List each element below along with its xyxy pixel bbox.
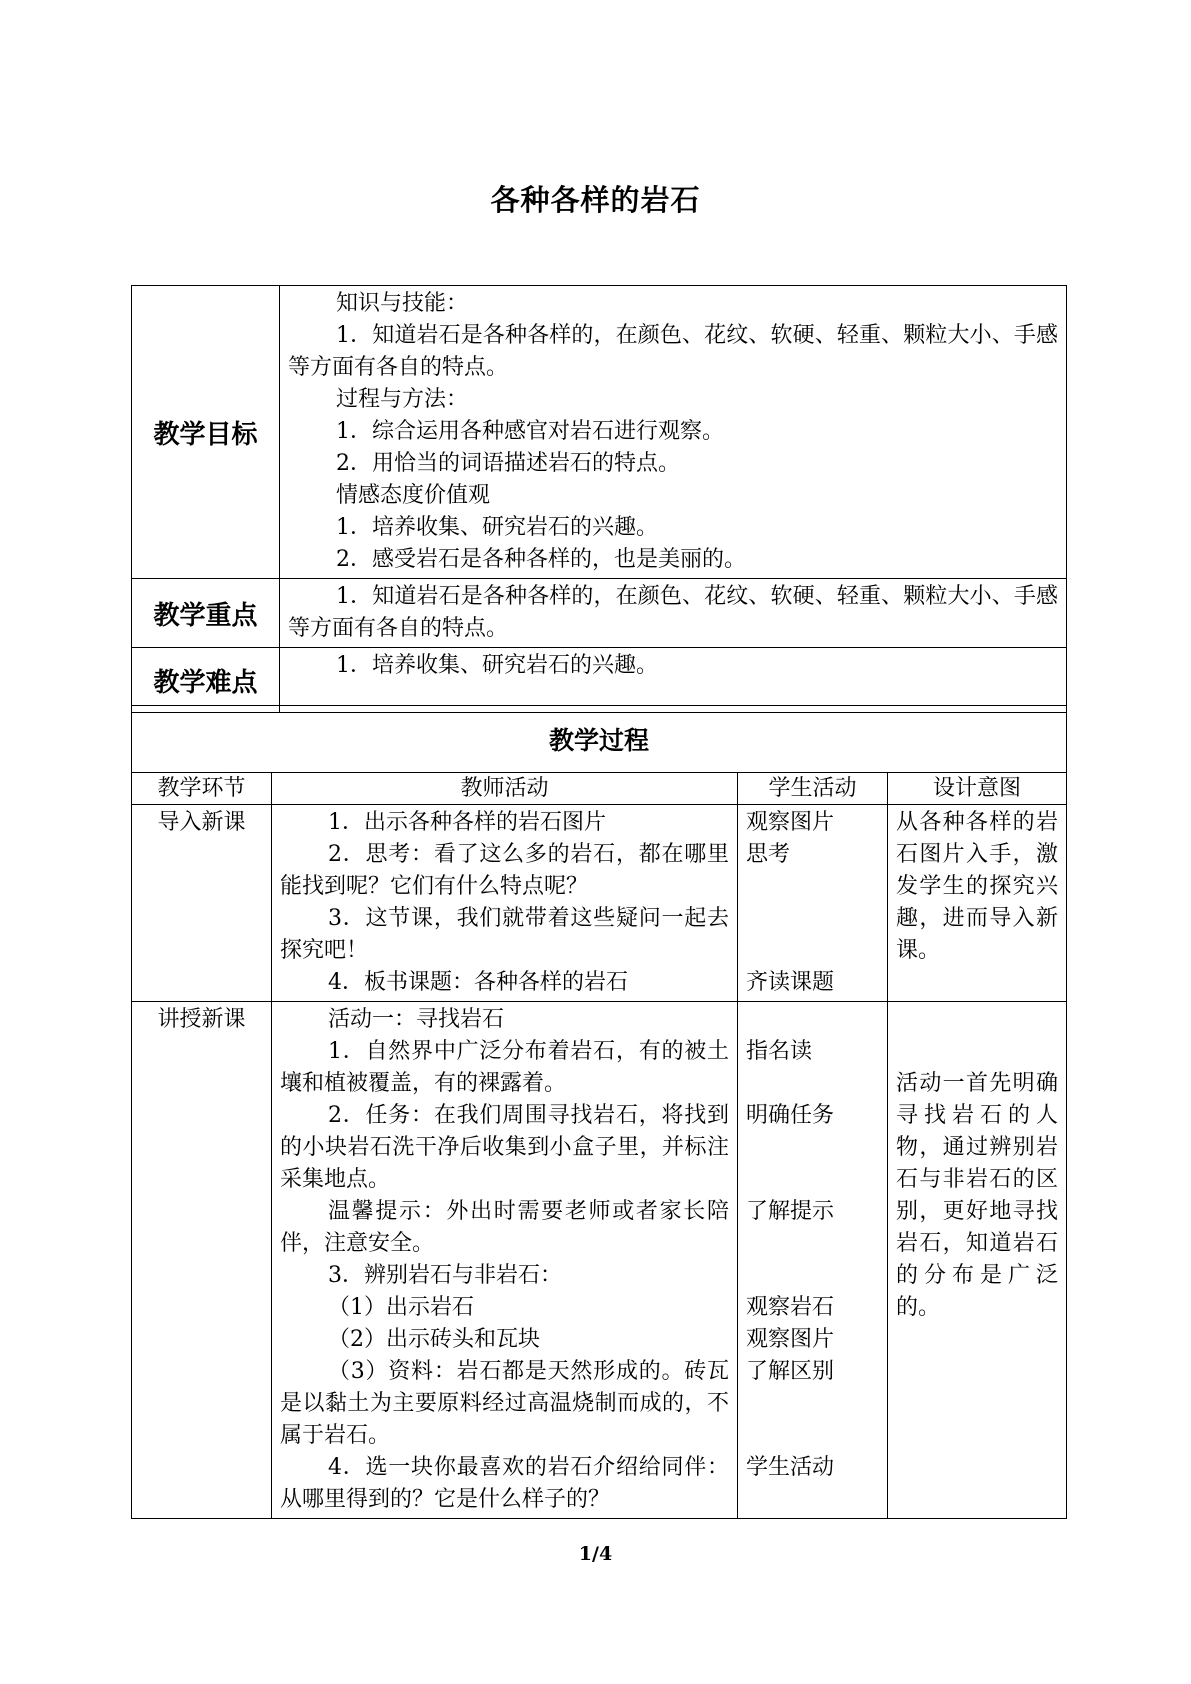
student-activity	[746, 1068, 879, 1100]
paragraph-line: 1．出示各种各样的岩石图片	[328, 810, 606, 835]
student-activity: 了解区别	[746, 1359, 835, 1384]
student-activities-intro	[738, 805, 888, 1002]
stage-new-lesson: 讲授新课	[132, 1002, 272, 1519]
header-stage: 教学环节	[132, 773, 272, 805]
student-activity	[746, 1388, 879, 1420]
student-activity: 观察岩石	[746, 1295, 835, 1320]
teacher-activities-intro	[272, 805, 738, 1002]
paragraph-line: 过程与方法：	[336, 387, 469, 412]
process-row-intro	[132, 805, 1067, 1002]
paragraph-line: 2．任务：在我们周围寻找岩石，将找到的小块岩石洗干净后收集到小盒子里，并标注采集地点。	[280, 1103, 729, 1192]
paragraph-line: 3．这节课，我们就带着这些疑问一起去探究吧！	[280, 906, 729, 963]
paragraph-line: 4．选一块你最喜欢的岩石介绍给同伴：从哪里得到的？它是什么样子的？	[280, 1455, 729, 1512]
spacer	[896, 1004, 1058, 1036]
objectives-label: 教学目标	[132, 286, 280, 579]
paragraph-line: 3．辨别岩石与非岩石：	[328, 1263, 562, 1288]
paragraph-line: （3）资料：岩石都是天然形成的。砖瓦是以黏土为主要原料经过高温烧制而成的，不属于岩石。	[280, 1359, 729, 1448]
student-activity	[746, 871, 879, 903]
student-activities-new	[738, 1002, 888, 1519]
paragraph-line: 1．综合运用各种感官对岩石进行观察。	[336, 419, 724, 444]
paragraph-line: 活动一：寻找岩石	[328, 1007, 505, 1032]
design-intent-new	[888, 1002, 1067, 1519]
paragraph-line: 1．培养收集、研究岩石的兴趣。	[336, 653, 658, 678]
paragraph-line: （2）出示砖头和瓦块	[328, 1327, 540, 1352]
process-title: 教学过程	[132, 706, 1067, 773]
header-student: 学生活动	[738, 773, 888, 805]
key-points-label: 教学重点	[132, 579, 280, 648]
student-activity	[746, 1132, 879, 1164]
header-teacher: 教师活动	[272, 773, 738, 805]
student-activity: 了解提示	[746, 1199, 835, 1224]
student-activity	[746, 1228, 879, 1260]
student-activity	[746, 935, 879, 967]
difficulties-row	[132, 648, 1067, 713]
paragraph-line: 2．用恰当的词语描述岩石的特点。	[336, 451, 680, 476]
key-points-content	[280, 579, 1067, 648]
student-activity: 明确任务	[746, 1103, 835, 1128]
summary-table	[131, 285, 1067, 713]
paragraph-line: 温馨提示：外出时需要老师或者家长陪伴，注意安全。	[280, 1199, 729, 1256]
process-table	[131, 705, 1067, 1519]
student-activity	[746, 1004, 879, 1036]
objectives-row	[132, 286, 1067, 579]
difficulties-content	[280, 648, 1067, 713]
student-activity	[746, 1420, 879, 1452]
student-activity	[746, 1260, 879, 1292]
paragraph-line: 知识与技能：	[336, 291, 469, 316]
paragraph-line: 2．感受岩石是各种各样的，也是美丽的。	[336, 547, 746, 572]
paragraph-line: 1．知道岩石是各种各样的，在颜色、花纹、软硬、轻重、颗粒大小、手感等方面有各自的特点。	[288, 323, 1058, 380]
paragraph-line: 2．思考：看了这么多的岩石，都在哪里能找到呢？它们有什么特点呢？	[280, 842, 729, 899]
process-title-row	[132, 706, 1067, 773]
student-activity	[746, 1164, 879, 1196]
key-points-row	[132, 579, 1067, 648]
student-activity: 齐读课题	[746, 970, 835, 995]
student-activity: 学生活动	[746, 1455, 835, 1480]
difficulties-label: 教学难点	[132, 648, 280, 713]
paragraph-line: 1．培养收集、研究岩石的兴趣。	[336, 515, 658, 540]
header-intent: 设计意图	[888, 773, 1067, 805]
paragraph-line: （1）出示岩石	[328, 1295, 474, 1320]
objectives-content	[280, 286, 1067, 579]
student-activity: 思考	[746, 842, 791, 867]
student-activity: 观察图片	[746, 810, 835, 835]
student-activity	[746, 903, 879, 935]
process-row-new	[132, 1002, 1067, 1519]
design-intent-intro	[888, 805, 1067, 1002]
spacer	[896, 1036, 1058, 1068]
paragraph-line: 1．知道岩石是各种各样的，在颜色、花纹、软硬、轻重、颗粒大小、手感等方面有各自的特点。	[288, 584, 1058, 641]
paragraph-line: 1．自然界中广泛分布着岩石，有的被土壤和植被覆盖，有的裸露着。	[280, 1039, 729, 1096]
process-header-row	[132, 773, 1067, 805]
student-activity: 指名读	[746, 1039, 813, 1064]
document-title: 各种各样的岩石	[490, 183, 701, 217]
page-number: 1/4	[578, 1543, 613, 1565]
teacher-activities-new	[272, 1002, 738, 1519]
paragraph-line: 情感态度价值观	[336, 483, 491, 508]
student-activity: 观察图片	[746, 1327, 835, 1352]
intent-text: 从各种各样的岩石图片入手，激发学生的探究兴趣，进而导入新课。	[896, 810, 1059, 963]
paragraph-line: 4．板书课题：各种各样的岩石	[328, 970, 628, 995]
intent-text: 活动一首先明确寻找岩石的人物，通过辨别岩石与非岩石的区别，更好地寻找岩石，知道岩石的分布是广泛的。	[896, 1071, 1059, 1320]
stage-intro: 导入新课	[132, 805, 272, 1002]
